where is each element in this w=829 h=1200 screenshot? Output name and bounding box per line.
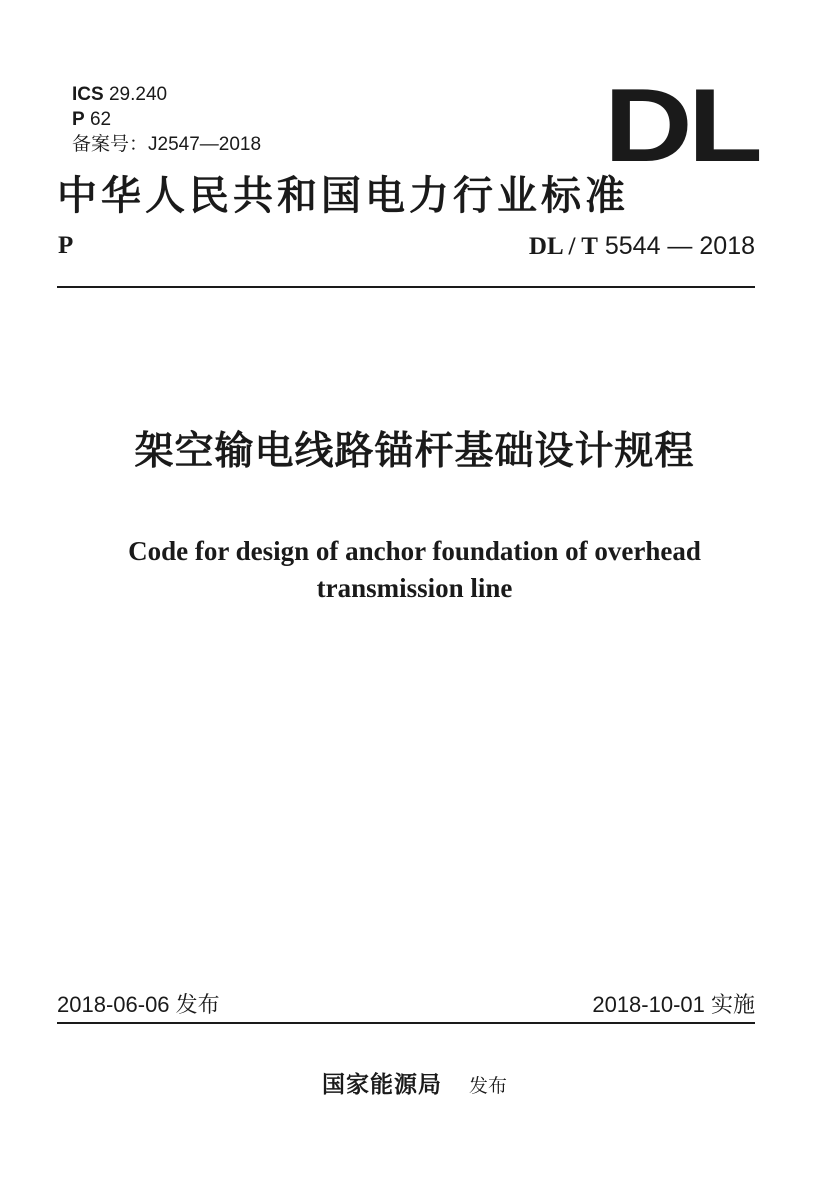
english-title-line-1: Code for design of anchor foundation of overhead <box>128 536 701 566</box>
bottom-divider <box>57 1022 755 1024</box>
classification-codes <box>72 82 261 157</box>
classification-letter: P <box>58 232 74 259</box>
english-title-line-2: transmission line <box>316 573 513 603</box>
english-title <box>0 533 829 607</box>
publisher-action: 发布 <box>469 1075 508 1097</box>
p-class-code: P 62 <box>72 109 112 130</box>
publisher <box>0 1066 829 1099</box>
standard-value: 5544 — 2018 <box>604 232 755 260</box>
issue-date: 2018-06-06 发布 <box>57 992 220 1017</box>
standard-number <box>529 232 755 261</box>
standard-prefix: DL / T <box>528 233 598 260</box>
top-divider <box>57 286 755 288</box>
implementation-date: 2018-10-01 实施 <box>592 992 755 1017</box>
filing-number: 备案号：J2547—2018 <box>72 134 262 155</box>
series-title: 中华人民共和国电力行业标准 <box>57 172 629 219</box>
publisher-org: 国家能源局 <box>321 1071 442 1098</box>
ics-code: ICS 29.240 <box>72 84 168 105</box>
dl-logo: DL <box>604 68 759 184</box>
chinese-title: 架空输电线路锚杆基础设计规程 <box>134 429 695 474</box>
